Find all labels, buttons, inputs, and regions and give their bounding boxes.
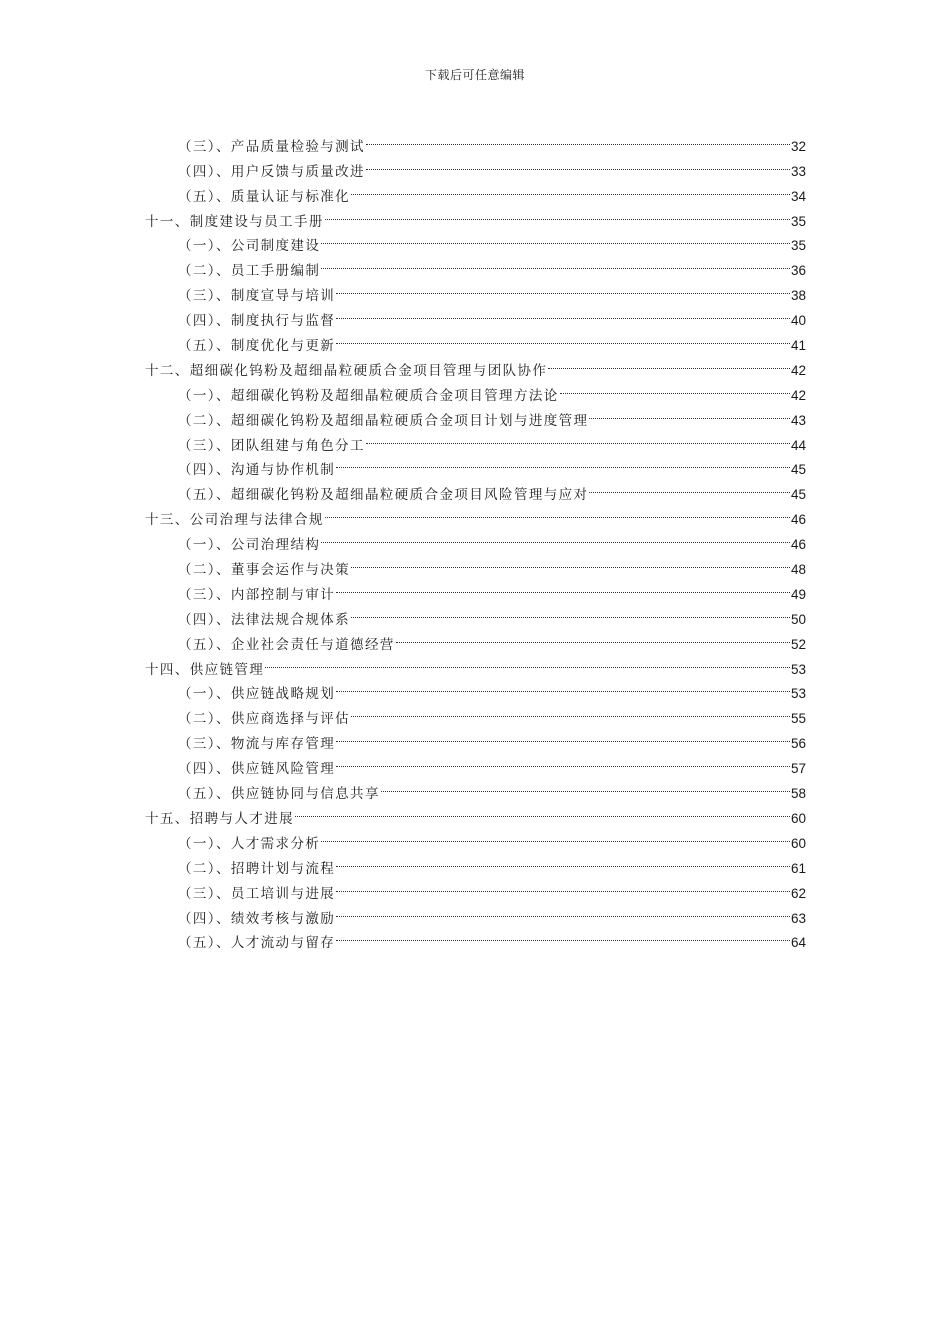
toc-dot-leader xyxy=(366,151,790,176)
toc-dot-leader xyxy=(336,574,790,599)
toc-entry-label: （一）、公司制度建设 xyxy=(178,238,321,255)
toc-dot-leader xyxy=(336,450,790,475)
toc-entry-label: （五）、企业社会责任与道德经营 xyxy=(178,636,395,653)
toc-dot-leader xyxy=(381,773,790,798)
toc-entry-label: （一）、人才需求分析 xyxy=(178,835,321,852)
toc-entry-label: （三）、物流与库存管理 xyxy=(178,736,336,753)
toc-entry-page-number: 60 xyxy=(790,835,806,851)
toc-entry-label: （四）、绩效考核与激励 xyxy=(178,910,336,927)
toc-entry-page-number: 63 xyxy=(790,910,806,926)
toc-dot-leader xyxy=(336,748,790,773)
toc-entry-label: （四）、制度执行与监督 xyxy=(178,313,336,330)
toc-dot-leader xyxy=(265,649,790,674)
toc-entry-page-number: 56 xyxy=(790,736,806,752)
toc-entry-label: （二）、供应商选择与评估 xyxy=(178,711,351,728)
toc-entry-label: （二）、员工手册编制 xyxy=(178,263,321,280)
toc-entry-label: （二）、招聘计划与流程 xyxy=(178,860,336,877)
toc-dot-leader xyxy=(336,674,790,699)
toc-entry-page-number: 40 xyxy=(790,313,806,329)
toc-dot-leader xyxy=(560,375,790,400)
toc-entry-page-number: 46 xyxy=(790,537,806,553)
toc-entry-page-number: 42 xyxy=(790,362,806,378)
toc-entry-page-number: 55 xyxy=(790,711,806,727)
toc-entry-label: （四）、用户反馈与质量改进 xyxy=(178,163,365,180)
toc-entry-page-number: 38 xyxy=(790,288,806,304)
toc-entry-page-number: 32 xyxy=(790,138,806,154)
toc-entry-page-number: 42 xyxy=(790,387,806,403)
toc-entry-page-number: 57 xyxy=(790,761,806,777)
toc-entry-label: （五）、供应链协同与信息共享 xyxy=(178,786,380,803)
toc-entry-page-number: 45 xyxy=(790,462,806,478)
toc-entry-page-number: 33 xyxy=(790,163,806,179)
toc-entry-label: （二）、董事会运作与决策 xyxy=(178,562,351,579)
toc-dot-leader xyxy=(396,624,790,649)
toc-dot-leader xyxy=(336,723,790,748)
toc-dot-leader xyxy=(336,873,790,898)
toc-entry-label: （五）、人才流动与留存 xyxy=(178,935,336,952)
toc-dot-leader xyxy=(321,226,790,251)
toc-entry-page-number: 36 xyxy=(790,263,806,279)
toc-entry-page-number: 35 xyxy=(790,238,806,254)
toc-entry-label: （一）、超细碳化钨粉及超细晶粒硬质合金项目管理方法论 xyxy=(178,387,559,404)
toc-dot-leader xyxy=(548,350,790,375)
toc-dot-leader xyxy=(325,201,790,226)
toc-entry-page-number: 50 xyxy=(790,611,806,627)
toc-entry-label: （三）、内部控制与审计 xyxy=(178,586,336,603)
toc-entry-page-number: 41 xyxy=(790,338,806,354)
toc-entry-page-number: 64 xyxy=(790,935,806,951)
toc-entry-label: （五）、超细碳化钨粉及超细晶粒硬质合金项目风险管理与应对 xyxy=(178,487,589,504)
toc-entry-page-number: 46 xyxy=(790,512,806,528)
toc-entry-label: （三）、产品质量检验与测试 xyxy=(178,138,365,155)
toc-entry-label: （一）、公司治理结构 xyxy=(178,537,321,554)
toc-entry-label: （二）、超细碳化钨粉及超细晶粒硬质合金项目计划与进度管理 xyxy=(178,412,589,429)
toc-dot-leader xyxy=(351,549,790,574)
toc-entry-page-number: 35 xyxy=(790,213,806,229)
toc-dot-leader xyxy=(321,250,790,275)
toc-entry-page-number: 61 xyxy=(790,860,806,876)
toc-entry-label: 十一、制度建设与员工手册 xyxy=(145,213,324,230)
toc-dot-leader xyxy=(336,325,790,350)
toc-entry-label: （三）、制度宣导与培训 xyxy=(178,288,336,305)
toc-entry-page-number: 53 xyxy=(790,686,806,702)
toc-dot-leader xyxy=(321,823,790,848)
toc-entry-label: （四）、沟通与协作机制 xyxy=(178,462,336,479)
toc-entry-label: （一）、供应链战略规划 xyxy=(178,686,336,703)
toc-entry-label: 十四、供应链管理 xyxy=(145,661,265,678)
toc-entry-label: 十三、公司治理与法律合规 xyxy=(145,512,324,529)
toc-dot-leader xyxy=(589,474,790,499)
toc-entry-page-number: 48 xyxy=(790,562,806,578)
toc-entry-label: （五）、制度优化与更新 xyxy=(178,338,336,355)
toc-dot-leader xyxy=(366,425,790,450)
toc-dot-leader xyxy=(325,499,790,524)
toc-entry-label: 十五、招聘与人才进展 xyxy=(145,810,294,827)
toc-entry-page-number: 53 xyxy=(790,661,806,677)
toc-dot-leader xyxy=(351,698,790,723)
toc-entry-page-number: 62 xyxy=(790,885,806,901)
toc-dot-leader xyxy=(366,126,790,151)
toc-dot-leader xyxy=(336,300,790,325)
toc-entry-page-number: 34 xyxy=(790,188,806,204)
toc-entry-label: （三）、团队组建与角色分工 xyxy=(178,437,365,454)
toc-dot-leader xyxy=(351,176,790,201)
toc-entry[interactable] xyxy=(145,126,806,155)
toc-dot-leader xyxy=(336,275,790,300)
toc-entry-page-number: 49 xyxy=(790,586,806,602)
toc-entry-page-number: 45 xyxy=(790,487,806,503)
toc-dot-leader xyxy=(336,923,790,948)
toc-entry-page-number: 43 xyxy=(790,412,806,428)
toc-entry-page-number: 52 xyxy=(790,636,806,652)
toc-entry-page-number: 60 xyxy=(790,810,806,826)
toc-entry-page-number: 58 xyxy=(790,786,806,802)
toc-dot-leader xyxy=(351,599,790,624)
toc-entry-label: （四）、法律法规合规体系 xyxy=(178,611,351,628)
toc-dot-leader xyxy=(295,798,790,823)
toc-dot-leader xyxy=(336,848,790,873)
toc-entry-label: （三）、员工培训与进展 xyxy=(178,885,336,902)
page-header: 下载后可任意编辑 xyxy=(424,68,525,82)
toc-entry-label: （四）、供应链风险管理 xyxy=(178,761,336,778)
toc-dot-leader xyxy=(321,524,790,549)
table-of-contents xyxy=(145,126,806,952)
toc-entry-label: （五）、质量认证与标准化 xyxy=(178,188,351,205)
toc-dot-leader xyxy=(589,400,790,425)
toc-dot-leader xyxy=(336,898,790,923)
toc-entry-label: 十二、超细碳化钨粉及超细晶粒硬质合金项目管理与团队协作 xyxy=(145,362,548,379)
toc-entry-page-number: 44 xyxy=(790,437,806,453)
